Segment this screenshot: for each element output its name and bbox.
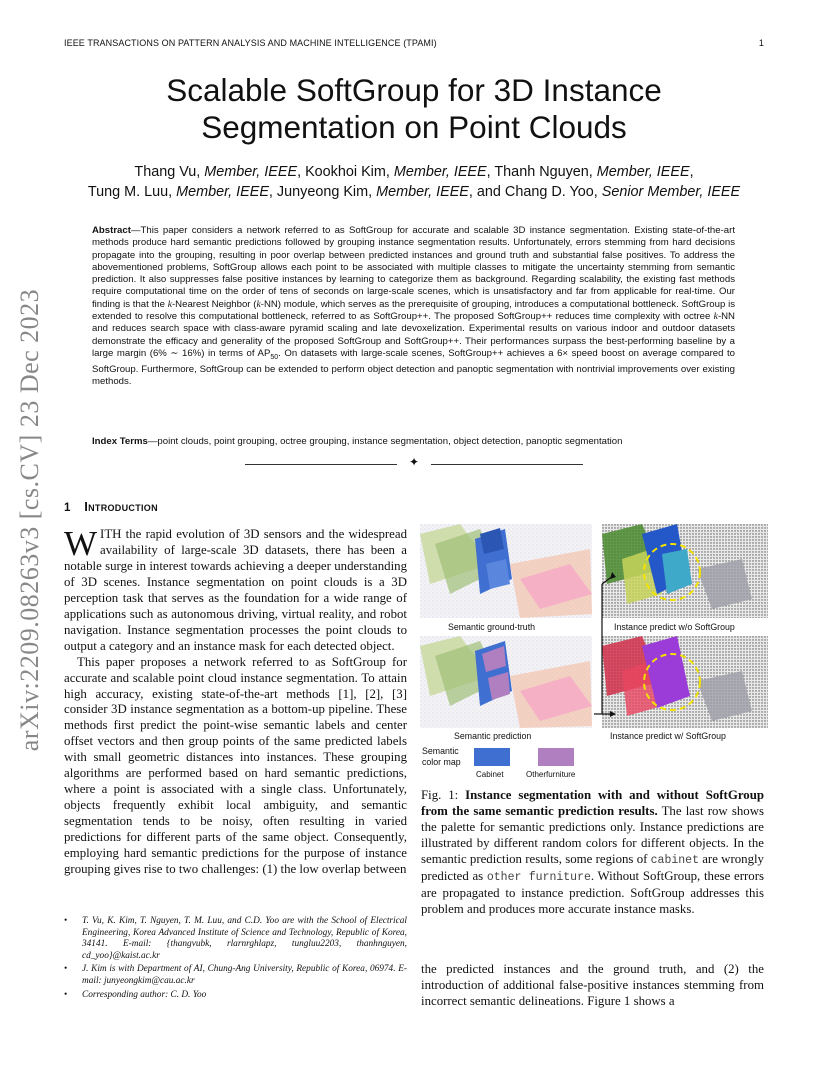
figure-1 (420, 524, 768, 784)
panel-semantic-pred (420, 636, 592, 728)
figure-caption (421, 788, 764, 918)
author-name: Thang Vu (134, 164, 197, 180)
abstract-label: Abstract (92, 225, 131, 236)
author-role: Member, IEEE (596, 164, 690, 180)
panel-semantic-gt (420, 524, 592, 618)
footnote-text: T. Vu, K. Kim, T. Nguyen, T. M. Luu, and C.D. Yoo are with the School of Electrical Engineering, Korea Advanced Institute of Science and Technology, Republic of Korea, 34141. E-mail: {thangvubk, rlarnrghlapz, tungluu2203, thanhnguyen, cd_yoo}@kaist.ac.kr (82, 916, 407, 961)
intro-text: the rapid evolution of 3D sensors and the widespread availability of large-scale 3D datasets, there has been a notable surge in interest towards achieving a deeper understanding of 3D scenes. Instance segmentation on point clouds is a 3D perception task that serves as the foundation for a wide range of applications such as autonomous driving, virtual reality, and robot navigation. Instance segmentation processes the point clouds to output a category and an instance mask for each detected object. (64, 527, 407, 653)
color-map-label-1: Semantic (422, 746, 459, 756)
author-and: and (476, 184, 501, 200)
legend-otherfurniture: Otherfurniture (526, 770, 576, 779)
abstract-text: -NN and reduces search space with class-aware pyramid scaling and late devoxelization. Experimental results on various indoor and outdoor datasets demonstrate the efficacy and generality of the proposed SoftGroup and SoftGroup++. Their performances surpass the best-performing baseline by a large margin (6% ∼ 16%) in terms of AP (92, 311, 735, 359)
footnote-bullet: • (64, 989, 68, 1000)
author-role: Member, IEEE (204, 164, 298, 180)
label-instance-w: Instance predict w/ SoftGroup (610, 731, 726, 741)
scene-instance-w-image (602, 636, 768, 728)
section-title: Introduction (84, 499, 158, 514)
scene-semantic-pred-image (420, 636, 592, 728)
author-name: Thanh Nguyen (494, 164, 589, 180)
abstract (92, 225, 735, 389)
author-role: Senior Member, IEEE (601, 184, 741, 200)
arrow-graphics (576, 524, 616, 734)
journal-name: IEEE TRANSACTIONS ON PATTERN ANALYSIS AND MACHINE INTELLIGENCE (TPAMI) (64, 38, 437, 48)
intro-lead: ITH (100, 527, 122, 541)
footnote-bullet: • (64, 916, 68, 926)
scene-semantic-gt-image (420, 524, 592, 618)
running-header (64, 38, 764, 48)
section-number: 1 (64, 502, 71, 514)
section-heading (64, 499, 158, 514)
arxiv-stamp-text: arXiv:2209.08263v3 [cs.CV] 23 Dec 2023 (15, 288, 44, 752)
divider-line-left (245, 464, 397, 465)
arrow-head-top (610, 572, 616, 579)
math-k: k (713, 311, 718, 323)
page-number: 1 (758, 38, 764, 48)
section-divider (245, 455, 585, 470)
caption-text: . Without SoftGroup, these errors are propagated to instance prediction. SoftGroup addresses this problem and produces more accurate instance masks. (421, 868, 764, 916)
intro-paragraph-1 (64, 524, 407, 655)
author-name: Kookhoi Kim (305, 164, 386, 180)
paper-title (64, 72, 764, 146)
intro-text-right: the predicted instances and the ground truth, and (2) the introduction of additional false-positive instances stemming from incorrect semantic delineations. Figure 1 shows a (421, 962, 764, 1008)
math-k: k (167, 298, 172, 310)
caption-code-other: other furniture (486, 870, 591, 884)
caption-label: Fig. 1: (421, 788, 459, 802)
footnotes (64, 916, 407, 1003)
intro-text-left (64, 524, 407, 878)
swatch-otherfurniture (538, 748, 574, 766)
footnote (64, 990, 407, 1002)
abstract-text: . On datasets with large-scale scenes, SoftGroup++ achieves a 6× speed boost on average compared to SoftGroup. Furthermore, SoftGroup can be extended to perform object detection and panoptic segmentation with nontrivial improvements over existing methods. (92, 347, 736, 388)
arrow-head-bottom (610, 711, 616, 717)
title-line-2: Segmentation on Point Clouds (201, 109, 627, 145)
index-terms-text: —point clouds, point grouping, octree grouping, instance segmentation, object detection, panoptic segmentation (147, 436, 623, 447)
abstract-text: -NN) module, which serves as the prerequisite of grouping, introduces a computational bottleneck. SoftGroup is extended to resolve this computational bottleneck, referred to as SoftGroup++. The proposed SoftGroup++ reduces time complexity with octree (92, 298, 736, 323)
footnote (64, 916, 407, 962)
author-name: Junyeong Kim (276, 184, 369, 200)
intro-paragraph-2: This paper proposes a network referred to as SoftGroup for accurate and scalable point cloud instance segmentation. To attain high accuracy, existing state-of-the-art methods [1], [2], [3] consider 3D instance segmentation as a bottom-up pipeline. These methods first predict the point-wise semantic labels and center offset vectors and then group points of the same predicted labels with small geometric distances into instances. These grouping algorithms are performed based on hard semantic predictions, where a point is associated with a single class. Unfortunately, objects frequently exhibit local ambiguity, and semantic segmentation tends to be noisy, often resulting in varied predictions for different parts of the same object. Consequently, employing hard semantic predictions for the purpose of instance grouping gives rise to two challenges: (1) the low overlap between (64, 654, 407, 877)
index-terms (92, 436, 735, 448)
legend-cabinet: Cabinet (476, 770, 504, 779)
label-instance-wo: Instance predict w/o SoftGroup (614, 622, 735, 632)
swatch-cabinet (474, 748, 510, 766)
author-name: Chang D. Yoo (504, 184, 594, 200)
title-line-1: Scalable SoftGroup for 3D Instance (166, 72, 662, 108)
footnote (64, 964, 407, 987)
label-semantic-pred: Semantic prediction (454, 731, 532, 741)
abstract-text: —This paper considers a network referred to as SoftGroup for accurate and scalable 3D instance segmentation. Existing state-of-the-art methods produce hard semantic predictions followed by grouping instance segmentation results. Unfortunately, errors stemming from hard decisions propagate into the grouping, resulting in poor overlap between predicted instances and ground truth and substantial false positives. To address the abovementioned problems, SoftGroup allows each point to be associated with multiple classes to mitigate the uncertainty stemming from semantic prediction. It also suppresses false positive instances by learning to categorize them as background. Regarding scalability, the existing fast methods require computational time on the order of tens of seconds on large-scale scenes, which is unsatisfactory and far from applicable for real-time. Our finding is that the (92, 225, 735, 310)
panel-instance-w (602, 636, 768, 728)
author-role: Member, IEEE (376, 184, 469, 200)
caption-text: are wrongly predicted as (421, 851, 764, 883)
label-semantic-gt: Semantic ground-truth (448, 622, 536, 632)
abstract-text: -Nearest Neighbor ( (171, 298, 257, 310)
drop-cap: W (64, 524, 98, 563)
caption-bold: Instance segmentation with and without SoftGroup from the same semantic prediction results. (421, 788, 764, 818)
author-role: Member, IEEE (176, 184, 269, 200)
divider-line-right (431, 464, 583, 465)
ap-subscript: 50 (270, 353, 279, 361)
footnote-bullet: • (64, 964, 68, 975)
arxiv-stamp (10, 280, 50, 760)
footnote-text: J. Kim is with Department of AI, Chung-Ang University, Republic of Korea, 06974. E-mail: junyeongkim@cau.ac.kr (82, 964, 407, 986)
panel-instance-wo (602, 524, 768, 618)
footnote-text: Corresponding author: C. D. Yoo (82, 989, 207, 1000)
scene-instance-wo-image (602, 524, 768, 618)
index-terms-label: Index Terms (92, 436, 148, 447)
author-name: Tung M. Luu (87, 184, 169, 200)
divider-ornament: ✦ (409, 455, 420, 469)
math-k: k (256, 298, 261, 310)
author-role: Member, IEEE (393, 164, 487, 180)
author-list: Thang Vu, Member, IEEE, Kookhoi Kim, Member, IEEE, Thanh Nguyen, Member, IEEE, Tung M. Luu, Member, IEEE, Junyeong Kim, Member, IEEE, and Chang D. Yoo, Senior Member, IEEE (87, 164, 741, 200)
color-map-label-2: color map (422, 757, 461, 767)
color-map-label (422, 746, 461, 768)
caption-code-cabinet: cabinet (650, 853, 699, 867)
caption-text: The last row shows the palette for semantic predictions only. Instance predictions are illustrated by different random colors for different objects. In the semantic prediction results, some regions of (421, 803, 764, 866)
